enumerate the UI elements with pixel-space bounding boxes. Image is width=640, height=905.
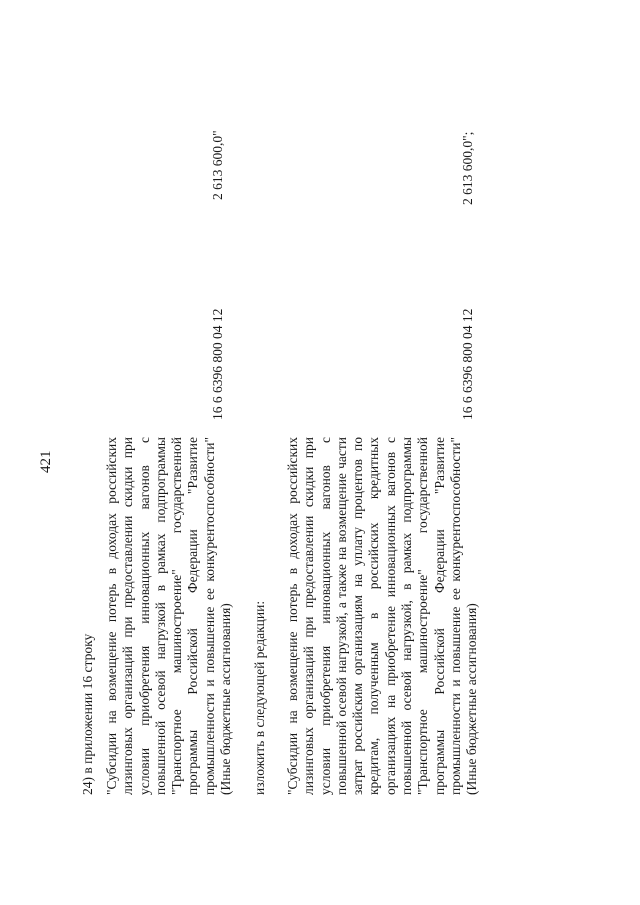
old-row-description: "Субсидии на возмещение потерь в доходах российских лизинговых организаций при предоставлении скидки при условии приобретения инновационных вагонов с повышенной осевой нагрузкой в рамках подпрограммы "Транспортное машиностроение" государственной программы Российской Федерации "Развитие промышленности и повышение ее конкурентоспособности" (Иные бюджетные ассигнования) xyxy=(104,437,234,795)
middle-text: изложить в следующей редакции: xyxy=(252,600,267,795)
intro-text: 24) в приложении 16 строку xyxy=(80,633,95,795)
old-row-code: 16 6 6396 800 04 12 xyxy=(210,308,225,420)
new-row-description: "Субсидии на возмещение потерь в доходах российских лизинговых организаций при предоставлении скидки при условии приобретения инновационных вагонов с повышенной осевой нагрузкой, а также на возмещение части затрат российским организациям на уплату процентов по кредитам, полученным в российских кредитных организациях на приобретение инновационных вагонов с повышенной осевой нагрузкой, в рамках подпрограммы "Транспортное машиностроение" государственной программы Российской Федерации "Развитие промышленности и повышение ее конкурентоспособности" (Иные бюджетные ассигнования) xyxy=(285,437,480,795)
new-row-code: 16 6 6396 800 04 12 xyxy=(460,308,475,420)
new-row-amount: 2 613 600,0"; xyxy=(460,131,475,205)
old-row-amount: 2 613 600,0" xyxy=(210,130,225,200)
page-number: 421 xyxy=(38,450,54,473)
